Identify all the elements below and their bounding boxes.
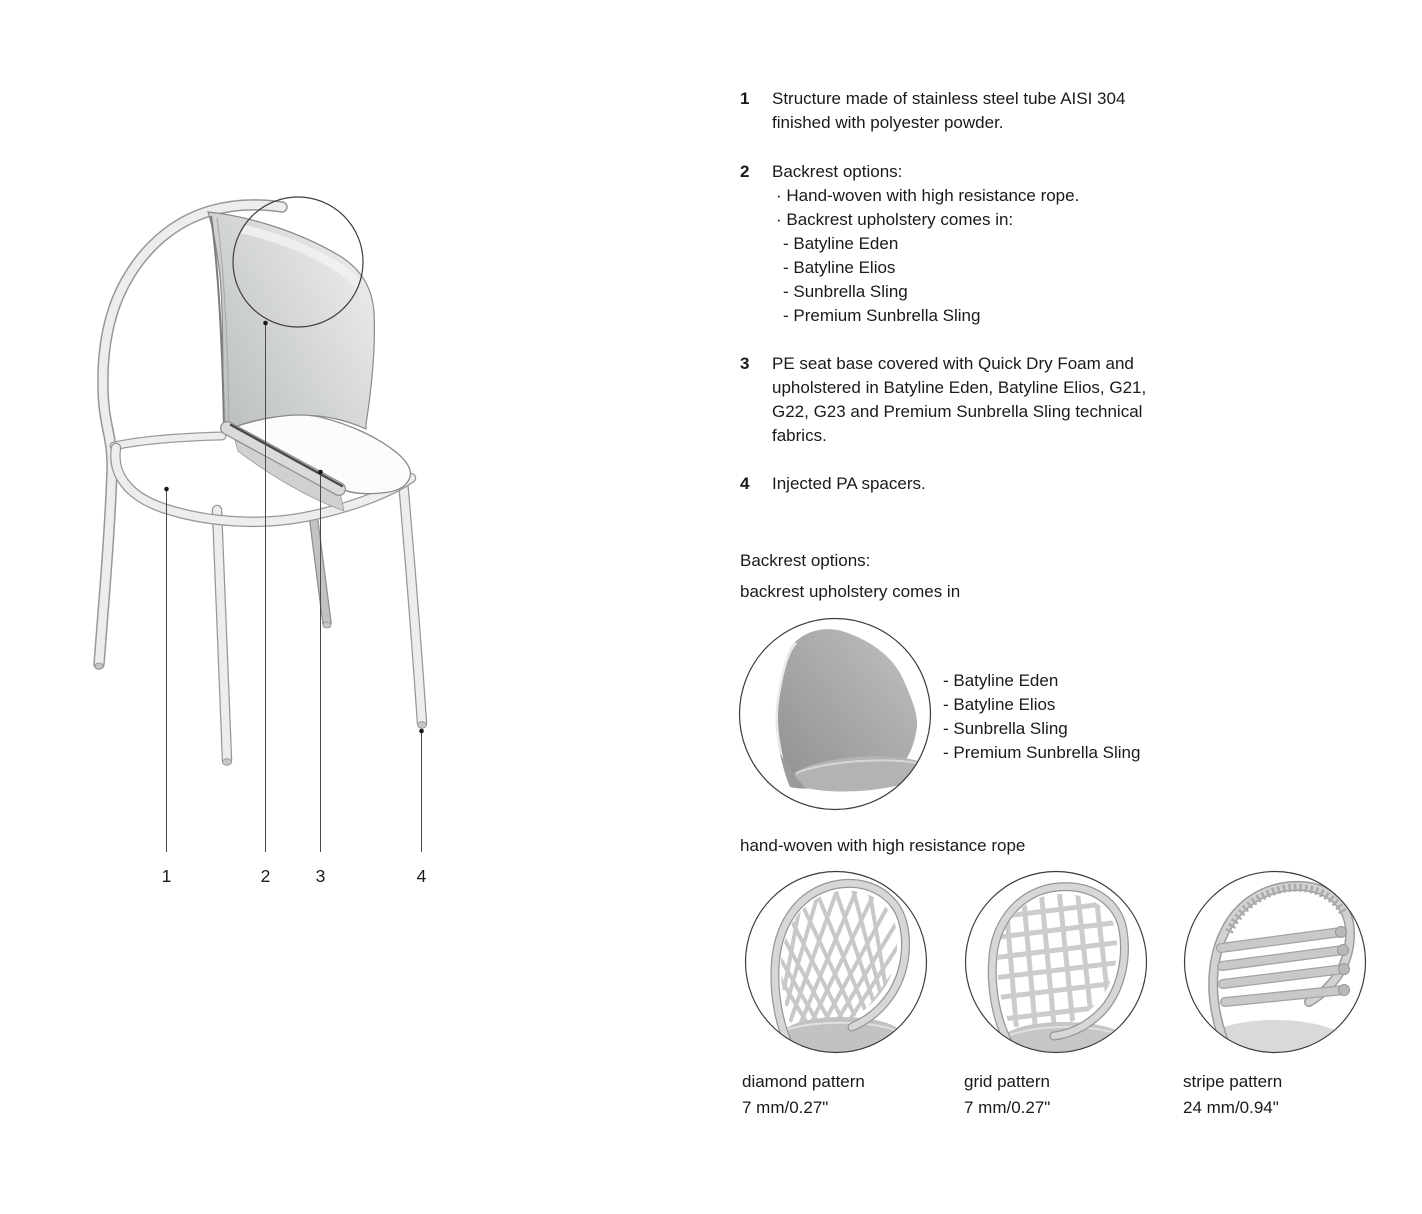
chair-diagram — [0, 0, 540, 920]
pattern-name: grid pattern — [964, 1072, 1050, 1091]
spec-item-number: 4 — [740, 474, 750, 493]
pattern-name: stripe pattern — [1183, 1072, 1283, 1091]
backrest-options-heading: Backrest options: — [740, 551, 871, 570]
callout-number-3: 3 — [315, 866, 326, 886]
list-item: - Batyline Eden — [943, 671, 1059, 690]
list-item: - Sunbrella Sling — [943, 719, 1068, 738]
diamond-pattern-photo — [744, 870, 928, 1054]
spec-line: - Premium Sunbrella Sling — [783, 306, 981, 325]
chair-backrest-panel — [208, 212, 374, 432]
upholstery-detail-photo — [738, 617, 932, 811]
spec-line: G22, G23 and Premium Sunbrella Sling technical — [772, 402, 1143, 421]
spec-item-number: 2 — [740, 162, 750, 181]
pattern-label-stripe — [1183, 1069, 1282, 1121]
spec-line: Backrest options: — [772, 162, 903, 181]
callout-number-2: 2 — [260, 866, 271, 886]
spec-item-1 — [740, 87, 1125, 135]
spec-line: upholstered in Batyline Eden, Batyline Elios, G21, — [772, 378, 1147, 397]
grid-pattern-photo — [964, 870, 1148, 1054]
spec-item-3 — [740, 352, 1146, 448]
pattern-label-diamond — [742, 1069, 865, 1121]
pattern-name: diamond pattern — [742, 1072, 865, 1091]
spec-item-4 — [740, 472, 926, 496]
spec-item-2 — [740, 160, 1079, 328]
spec-line: fabrics. — [772, 426, 827, 445]
pattern-size: 7 mm/0.27" — [964, 1098, 1051, 1117]
spec-line: PE seat base covered with Quick Dry Foam and — [772, 354, 1134, 373]
pattern-size: 24 mm/0.94" — [1183, 1098, 1279, 1117]
spec-line: Injected PA spacers. — [772, 474, 926, 493]
callout-number-4: 4 — [416, 866, 427, 886]
spec-line: - Batyline Eden — [783, 234, 899, 253]
spec-line: · Hand-woven with high resistance rope. — [776, 186, 1080, 205]
spec-item-number: 3 — [740, 354, 750, 373]
spec-line: finished with polyester powder. — [772, 113, 1004, 132]
callout-number-1: 1 — [161, 866, 172, 886]
pattern-size: 7 mm/0.27" — [742, 1098, 829, 1117]
spec-line: Structure made of stainless steel tube AISI 304 — [772, 89, 1126, 108]
list-item: - Premium Sunbrella Sling — [943, 743, 1141, 762]
spec-line: - Sunbrella Sling — [783, 282, 908, 301]
upholstery-subheading: backrest upholstery comes in — [740, 582, 961, 601]
spec-line: · Backrest upholstery comes in: — [776, 210, 1014, 229]
upholstery-options-list — [943, 669, 1140, 765]
pattern-label-grid — [964, 1069, 1050, 1121]
handwoven-subheading: hand-woven with high resistance rope — [740, 836, 1026, 855]
stripe-pattern-photo — [1183, 870, 1367, 1054]
list-item: - Batyline Elios — [943, 695, 1056, 714]
chair-foot-tips — [95, 622, 427, 765]
spec-line: - Batyline Elios — [783, 258, 896, 277]
spec-item-number: 1 — [740, 89, 750, 108]
